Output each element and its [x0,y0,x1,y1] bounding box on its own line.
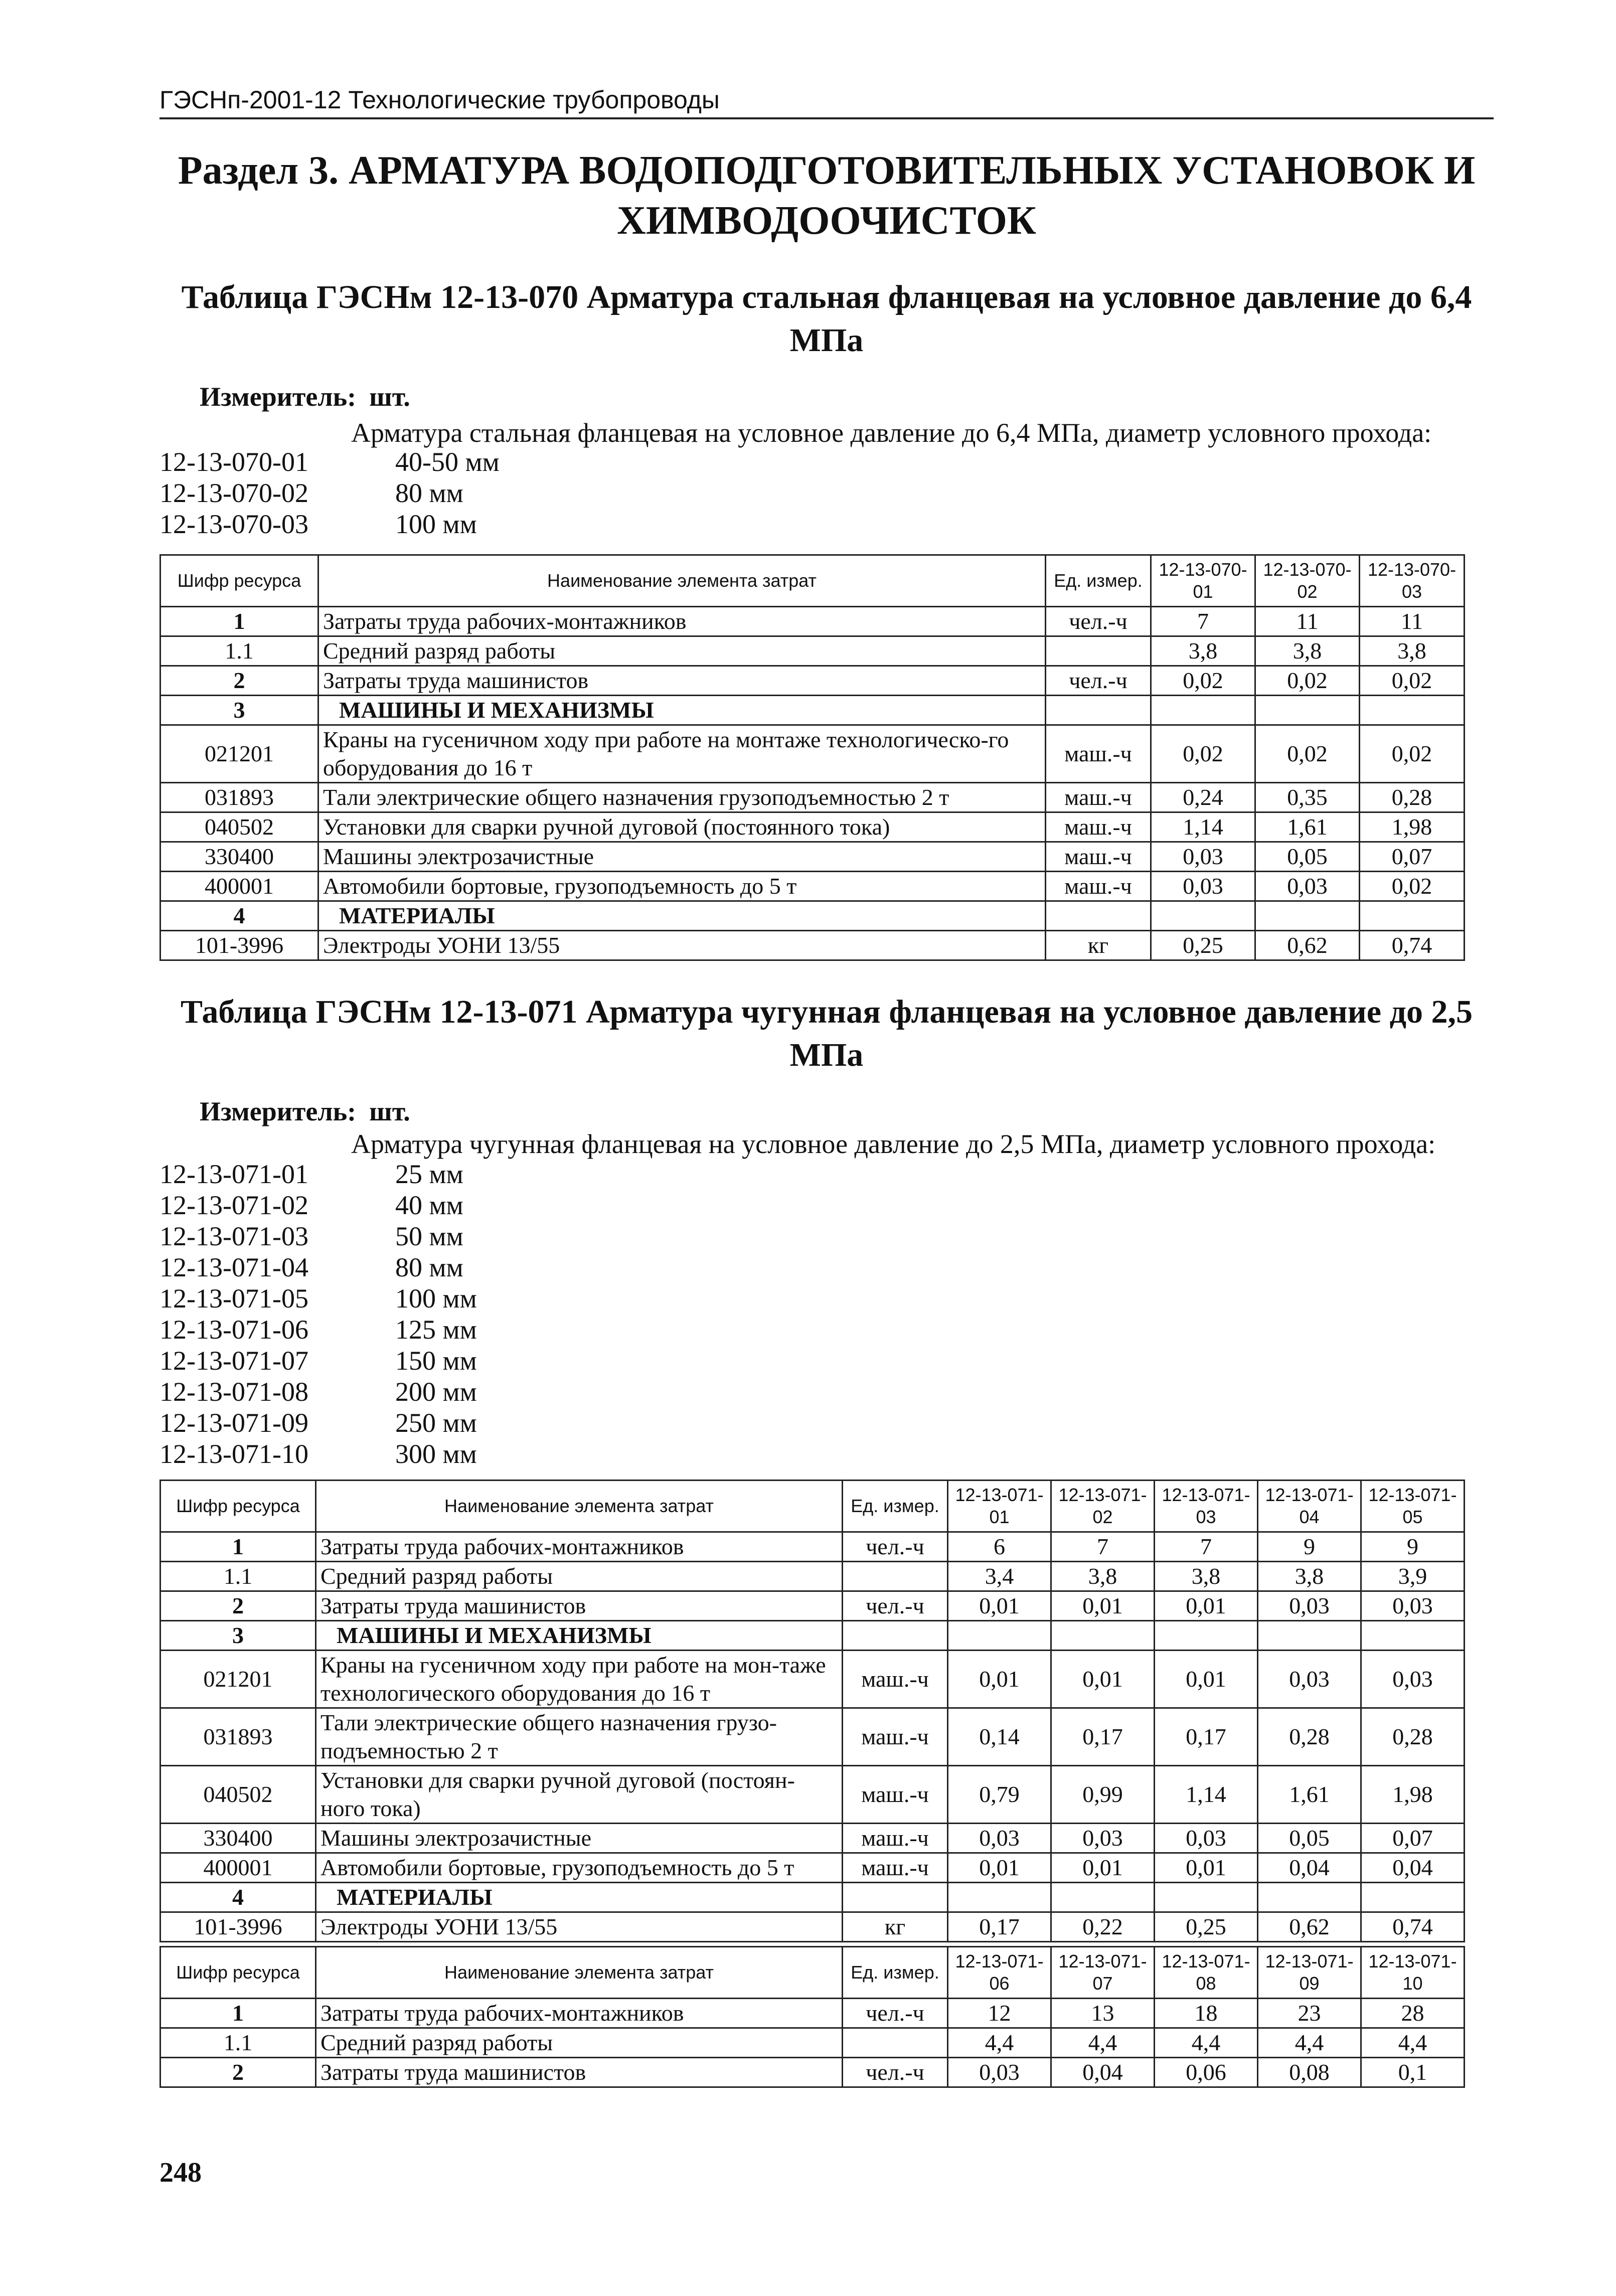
row-code: 2 [160,2058,316,2087]
header-cipher: Шифр ресурса [160,1947,316,1999]
row-code: 4 [160,901,318,931]
row-unit: чел.-ч [843,1532,948,1562]
row-value [1361,1621,1465,1651]
code-list-item [159,1345,611,1376]
item-code: 12-13-071-08 [159,1377,308,1407]
row-code: 400001 [160,1853,316,1883]
header-column: 12-13-071-06 [948,1947,1051,1999]
row-value: 0,04 [1361,1853,1465,1883]
row-code: 2 [160,1591,316,1621]
item-diameter: 300 мм [395,1439,477,1469]
table-071-part2 [159,1946,1465,2088]
row-unit: маш.-ч [843,1651,948,1708]
row-value: 0,01 [1051,1591,1155,1621]
row-value [948,1621,1051,1651]
row-value: 0,28 [1360,783,1465,812]
measure-label: Измеритель: [200,1096,357,1126]
row-code: 330400 [160,1824,316,1853]
header-unit: Ед. измер. [843,1481,948,1532]
row-value: 0,04 [1258,1853,1361,1883]
table-row [160,783,1465,812]
row-unit: кг [1046,931,1151,960]
table-row [160,636,1465,666]
header-cipher: Шифр ресурса [160,555,318,607]
table-070-body [160,607,1465,960]
code-list-item [159,1221,611,1252]
item-code: 12-13-071-10 [159,1439,308,1469]
table-071-part1-body [160,1532,1465,1942]
row-name: Установки для сварки ручной дуговой (постоян-ного тока) [316,1766,843,1824]
row-value: 0,01 [1051,1853,1155,1883]
row-value: 1,14 [1151,812,1255,842]
row-unit: чел.-ч [843,2058,948,2087]
row-unit: маш.-ч [1046,783,1151,812]
row-value: 9 [1361,1532,1465,1562]
row-name: МАТЕРИАЛЫ [316,1883,843,1912]
table-070-code-list [159,446,611,540]
item-diameter: 50 мм [395,1221,463,1251]
row-value: 3,4 [948,1562,1051,1591]
row-unit [843,1621,948,1651]
row-value: 0,03 [1151,842,1255,872]
row-unit: маш.-ч [1046,842,1151,872]
row-value: 3,8 [1258,1562,1361,1591]
row-name: Тали электрические общего назначения грузоподъемностью 2 т [318,783,1046,812]
row-name: МАШИНЫ И МЕХАНИЗМЫ [318,696,1046,725]
header-column: 12-13-070-03 [1360,555,1465,607]
code-list-item [159,1314,611,1345]
row-value: 0,17 [1155,1708,1258,1766]
row-value: 4,4 [1051,2028,1155,2058]
header-column: 12-13-070-02 [1255,555,1360,607]
header-row [160,555,1465,607]
row-value: 0,22 [1051,1912,1155,1942]
measure-unit: шт. [369,382,410,412]
row-value: 0,03 [1155,1824,1258,1853]
row-unit [843,1883,948,1912]
table-row [160,725,1465,783]
page-number: 248 [159,2157,202,2188]
row-value: 0,99 [1051,1766,1155,1824]
header-column: 12-13-071-05 [1361,1481,1465,1532]
table-row [160,1591,1465,1621]
row-value: 0,01 [1155,1651,1258,1708]
group-row [160,1883,1465,1912]
item-diameter: 80 мм [395,478,463,508]
table-row [160,931,1465,960]
item-diameter: 200 мм [395,1377,477,1407]
row-name: Тали электрические общего назначения грузо-подъемностью 2 т [316,1708,843,1766]
row-name: МАШИНЫ И МЕХАНИЗМЫ [316,1621,843,1651]
row-name: Установки для сварки ручной дуговой (постоянного тока) [318,812,1046,842]
row-value: 1,61 [1258,1766,1361,1824]
row-code: 4 [160,1883,316,1912]
row-value [1151,901,1255,931]
item-diameter: 125 мм [395,1315,477,1345]
table-row [160,1708,1465,1766]
code-list-item [159,477,611,509]
row-value: 0,01 [1155,1591,1258,1621]
table-row [160,812,1465,842]
row-value: 0,04 [1051,2058,1155,2087]
header-column: 12-13-071-10 [1361,1947,1465,1999]
row-code: 1 [160,607,318,636]
row-name: Затраты труда машинистов [316,1591,843,1621]
table-071-part2-head [160,1947,1465,1999]
row-value: 0,25 [1155,1912,1258,1942]
row-value: 0,03 [1151,872,1255,901]
row-name: МАТЕРИАЛЫ [318,901,1046,931]
row-value: 0,17 [948,1912,1051,1942]
row-code: 1.1 [160,636,318,666]
table-row [160,2028,1465,2058]
row-code: 3 [160,1621,316,1651]
code-list-item [159,1283,611,1314]
code-list-item [159,1376,611,1407]
table-070-title: Таблица ГЭСНм 12-13-070 Арматура стальная фланцевая на условное давление до 6,4 МПа [181,279,1472,359]
row-value: 0,74 [1361,1912,1465,1942]
row-name: Затраты труда машинистов [318,666,1046,696]
row-value: 4,4 [1258,2028,1361,2058]
row-value: 0,24 [1151,783,1255,812]
row-value: 11 [1360,607,1465,636]
section-title: Раздел 3. АРМАТУРА ВОДОПОДГОТОВИТЕЛЬНЫХ УСТАНОВОК И ХИМВОДООЧИСТОК [178,148,1476,243]
row-code: 040502 [160,1766,316,1824]
row-value [1360,696,1465,725]
row-name: Автомобили бортовые, грузоподъемность до 5 т [316,1853,843,1883]
row-value: 0,02 [1255,725,1360,783]
code-list-item [159,1438,611,1469]
row-code: 400001 [160,872,318,901]
row-value: 0,74 [1360,931,1465,960]
row-code: 021201 [160,725,318,783]
row-value: 0,02 [1151,666,1255,696]
row-value: 0,05 [1258,1824,1361,1853]
table-row [160,666,1465,696]
row-value [1051,1621,1155,1651]
code-list-item [159,509,611,540]
row-value: 0,02 [1360,872,1465,901]
row-value: 0,08 [1258,2058,1361,2087]
item-code: 12-13-071-09 [159,1408,308,1438]
table-row [160,1824,1465,1853]
row-code: 031893 [160,783,318,812]
row-value [1051,1883,1155,1912]
measure-label: Измеритель: [200,382,357,412]
item-code: 12-13-070-03 [159,509,308,539]
row-value: 0,1 [1361,2058,1465,2087]
row-value: 6 [948,1532,1051,1562]
row-value: 1,14 [1155,1766,1258,1824]
row-name: Электроды УОНИ 13/55 [316,1912,843,1942]
item-code: 12-13-070-02 [159,478,308,508]
row-name: Затраты труда рабочих-монтажников [318,607,1046,636]
row-name: Затраты труда машинистов [316,2058,843,2087]
code-list-item [159,1407,611,1438]
item-code: 12-13-071-06 [159,1315,308,1345]
row-value: 0,03 [1361,1591,1465,1621]
header-name: Наименование элемента затрат [316,1947,843,1999]
row-value: 0,03 [948,2058,1051,2087]
row-unit: маш.-ч [1046,872,1151,901]
table-row [160,1651,1465,1708]
header-column: 12-13-071-04 [1258,1481,1361,1532]
header-row [160,1481,1465,1532]
row-value: 0,35 [1255,783,1360,812]
table-row [160,1532,1465,1562]
row-value: 18 [1155,1999,1258,2028]
row-value: 1,98 [1360,812,1465,842]
header-name: Наименование элемента затрат [316,1481,843,1532]
row-value: 0,01 [948,1651,1051,1708]
row-value [1151,696,1255,725]
group-row [160,901,1465,931]
row-name: Затраты труда рабочих-монтажников [316,1999,843,2028]
row-unit: кг [843,1912,948,1942]
row-value: 3,8 [1151,636,1255,666]
row-value: 28 [1361,1999,1465,2028]
row-code: 101-3996 [160,1912,316,1942]
table-row [160,872,1465,901]
row-name: Машины электрозачистные [318,842,1046,872]
row-unit [1046,696,1151,725]
row-value: 7 [1155,1532,1258,1562]
row-value: 23 [1258,1999,1361,2028]
item-diameter: 150 мм [395,1346,477,1376]
group-row [160,1621,1465,1651]
row-value: 3,8 [1255,636,1360,666]
row-value [1155,1621,1258,1651]
row-name: Краны на гусеничном ходу при работе на мон-таже технологического оборудования до 16 т [316,1651,843,1708]
row-name: Средний разряд работы [316,2028,843,2058]
row-value: 0,02 [1151,725,1255,783]
row-value: 0,17 [1051,1708,1155,1766]
header-column: 12-13-071-07 [1051,1947,1155,1999]
row-value: 0,07 [1361,1824,1465,1853]
row-value: 0,01 [948,1853,1051,1883]
row-value: 0,03 [1361,1651,1465,1708]
row-value [1360,901,1465,931]
table-row [160,2058,1465,2087]
row-value: 0,79 [948,1766,1051,1824]
row-value: 0,03 [1255,872,1360,901]
row-value: 0,01 [1051,1651,1155,1708]
item-diameter: 25 мм [395,1159,463,1189]
row-value [948,1883,1051,1912]
table-070-heading: Арматура стальная фланцевая на условное давление до 6,4 МПа, диаметр условного прохода: [351,418,1432,448]
code-list-item [159,1159,611,1190]
table-row [160,842,1465,872]
item-code: 12-13-071-05 [159,1283,308,1314]
item-code: 12-13-070-01 [159,447,308,477]
item-diameter: 250 мм [395,1408,477,1438]
row-value: 11 [1255,607,1360,636]
row-value [1255,696,1360,725]
row-unit: чел.-ч [843,1591,948,1621]
row-value: 0,05 [1255,842,1360,872]
row-value: 0,28 [1361,1708,1465,1766]
row-value: 0,03 [948,1824,1051,1853]
row-unit: маш.-ч [1046,725,1151,783]
row-value: 4,4 [948,2028,1051,2058]
row-value: 0,14 [948,1708,1051,1766]
header-column: 12-13-071-02 [1051,1481,1155,1532]
row-name: Электроды УОНИ 13/55 [318,931,1046,960]
row-code: 1.1 [160,2028,316,2058]
row-value: 0,06 [1155,2058,1258,2087]
measure-unit: шт. [369,1096,410,1126]
row-name: Средний разряд работы [316,1562,843,1591]
row-value [1258,1621,1361,1651]
item-code: 12-13-071-01 [159,1159,308,1189]
row-value: 3,8 [1051,1562,1155,1591]
row-value: 0,03 [1258,1591,1361,1621]
header-column: 12-13-071-09 [1258,1947,1361,1999]
row-unit: чел.-ч [1046,666,1151,696]
table-row [160,1766,1465,1824]
row-value: 3,8 [1360,636,1465,666]
row-value [1255,901,1360,931]
item-diameter: 40-50 мм [395,447,500,477]
row-value: 1,98 [1361,1766,1465,1824]
row-value [1155,1883,1258,1912]
table-row [160,1912,1465,1942]
table-071-title: Таблица ГЭСНм 12-13-071 Арматура чугунная фланцевая на условное давление до 2,5 МПа [181,994,1473,1073]
row-code: 3 [160,696,318,725]
header-column: 12-13-071-08 [1155,1947,1258,1999]
table-row [160,1562,1465,1591]
table-071-part2-body [160,1999,1465,2087]
row-code: 101-3996 [160,931,318,960]
row-value: 4,4 [1361,2028,1465,2058]
item-diameter: 100 мм [395,1283,477,1314]
row-value: 0,01 [1155,1853,1258,1883]
header-row [160,1947,1465,1999]
row-name: Краны на гусеничном ходу при работе на монтаже технологическо-го оборудования до 16 т [318,725,1046,783]
row-unit [843,2028,948,2058]
row-code: 330400 [160,842,318,872]
row-name: Средний разряд работы [318,636,1046,666]
row-value: 0,25 [1151,931,1255,960]
group-row [160,696,1465,725]
row-value: 12 [948,1999,1051,2028]
row-value: 7 [1151,607,1255,636]
table-070-measure [200,381,410,412]
row-code: 031893 [160,1708,316,1766]
row-unit: маш.-ч [843,1708,948,1766]
row-unit: маш.-ч [843,1766,948,1824]
row-unit: чел.-ч [1046,607,1151,636]
row-value: 0,03 [1051,1824,1155,1853]
row-value [1258,1883,1361,1912]
row-value: 0,62 [1258,1912,1361,1942]
row-unit: маш.-ч [1046,812,1151,842]
row-unit [843,1562,948,1591]
header-column: 12-13-070-01 [1151,555,1255,607]
row-value [1361,1883,1465,1912]
row-code: 040502 [160,812,318,842]
code-list-item [159,1252,611,1283]
row-value: 0,01 [948,1591,1051,1621]
row-code: 1 [160,1999,316,2028]
item-diameter: 80 мм [395,1252,463,1282]
code-list-item [159,1190,611,1221]
table-070 [159,554,1465,961]
row-value: 9 [1258,1532,1361,1562]
table-row [160,1853,1465,1883]
row-unit: маш.-ч [843,1824,948,1853]
row-unit [1046,636,1151,666]
table-070-head [160,555,1465,607]
row-value: 0,28 [1258,1708,1361,1766]
table-071-code-list [159,1159,611,1469]
row-value: 0,03 [1258,1651,1361,1708]
row-unit [1046,901,1151,931]
row-value: 3,9 [1361,1562,1465,1591]
header-unit: Ед. измер. [1046,555,1151,607]
table-071-measure [200,1096,410,1127]
item-diameter: 100 мм [395,509,477,539]
table-071-part1 [159,1480,1465,1942]
header-column: 12-13-071-03 [1155,1481,1258,1532]
item-code: 12-13-071-02 [159,1190,308,1220]
table-071-heading: Арматура чугунная фланцевая на условное давление до 2,5 МПа, диаметр условного прохода: [351,1129,1436,1159]
row-code: 2 [160,666,318,696]
header-cipher: Шифр ресурса [160,1481,316,1532]
row-value: 0,02 [1360,666,1465,696]
row-code: 1.1 [160,1562,316,1591]
item-diameter: 40 мм [395,1190,463,1220]
item-code: 12-13-071-03 [159,1221,308,1251]
row-value: 1,61 [1255,812,1360,842]
row-code: 021201 [160,1651,316,1708]
row-value: 7 [1051,1532,1155,1562]
row-value: 0,02 [1360,725,1465,783]
code-list-item [159,446,611,477]
row-name: Машины электрозачистные [316,1824,843,1853]
row-value: 13 [1051,1999,1155,2028]
row-value: 3,8 [1155,1562,1258,1591]
row-unit: маш.-ч [843,1853,948,1883]
header-column: 12-13-071-01 [948,1481,1051,1532]
header-unit: Ед. измер. [843,1947,948,1999]
header-name: Наименование элемента затрат [318,555,1046,607]
running-header: ГЭСНп-2001-12 Технологические трубопроводы [159,85,1494,119]
table-071-part1-head [160,1481,1465,1532]
row-value: 0,02 [1255,666,1360,696]
row-value: 0,62 [1255,931,1360,960]
table-row [160,1999,1465,2028]
row-value: 0,07 [1360,842,1465,872]
row-name: Автомобили бортовые, грузоподъемность до 5 т [318,872,1046,901]
row-value: 4,4 [1155,2028,1258,2058]
item-code: 12-13-071-04 [159,1252,308,1282]
row-unit: чел.-ч [843,1999,948,2028]
item-code: 12-13-071-07 [159,1346,308,1376]
row-name: Затраты труда рабочих-монтажников [316,1532,843,1562]
table-row [160,607,1465,636]
row-code: 1 [160,1532,316,1562]
